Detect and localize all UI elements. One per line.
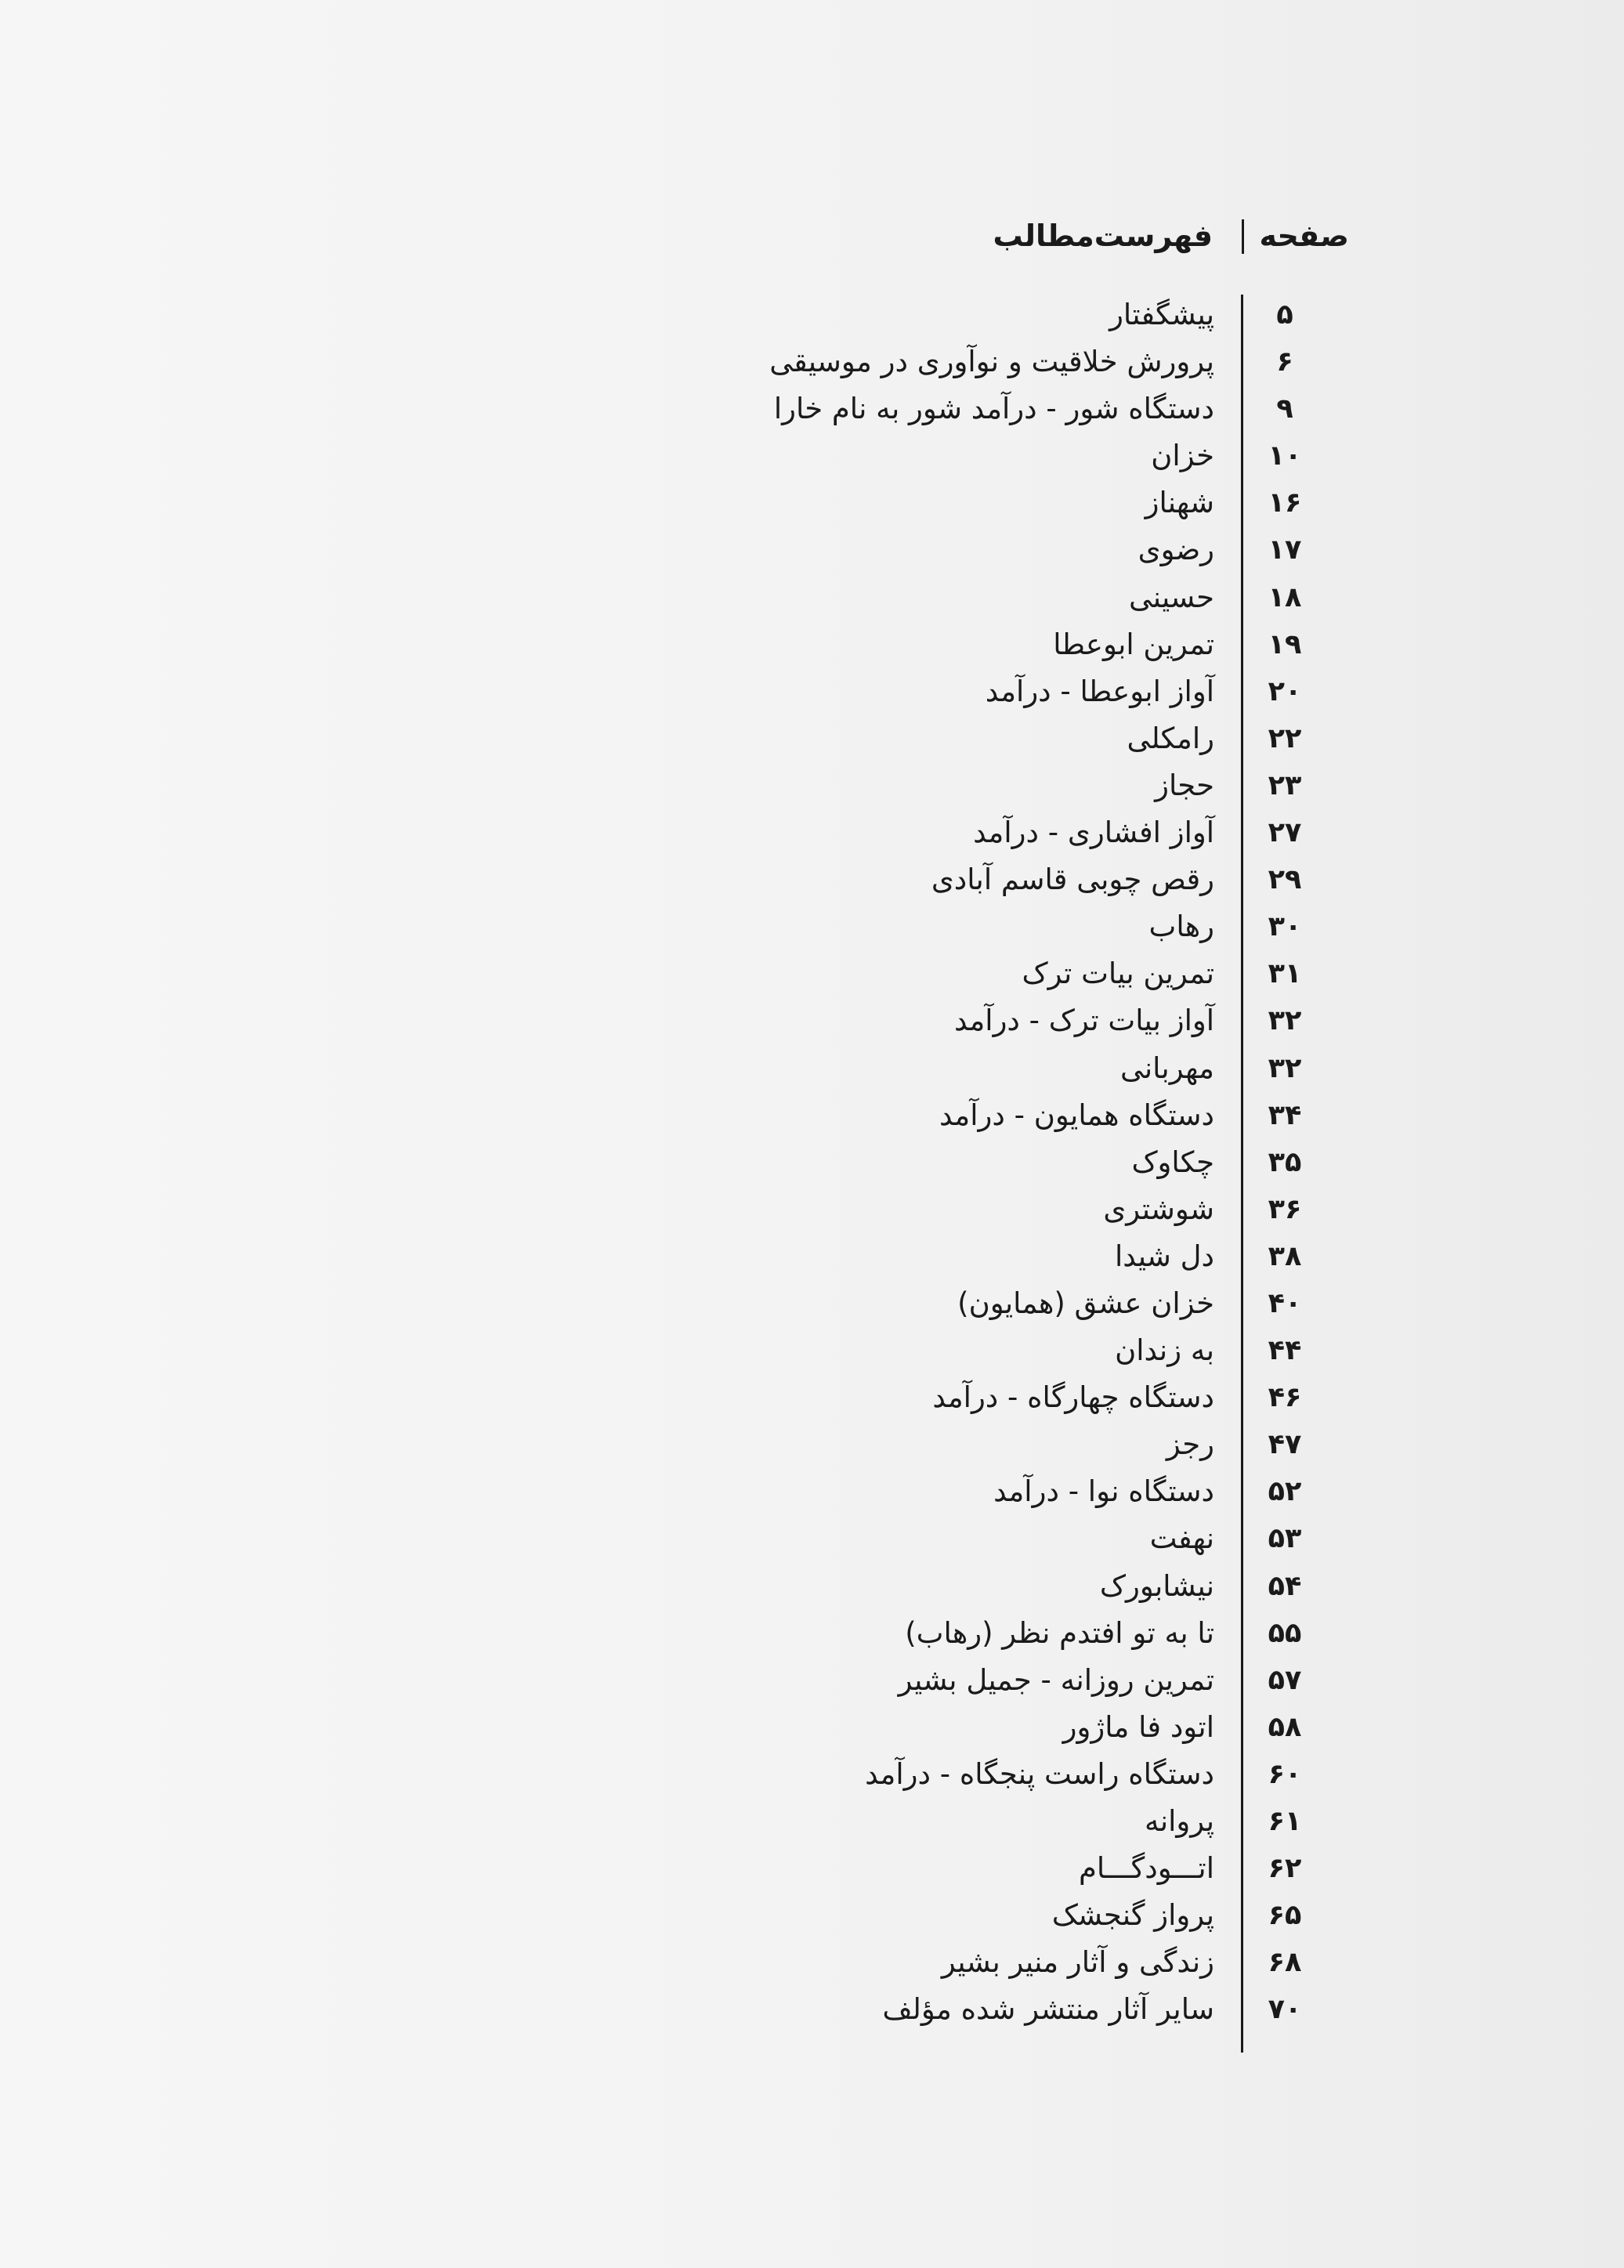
toc-entry-page-number: ۴۶	[1268, 1382, 1302, 1414]
toc-entry-title: پرواز گنجشک	[1051, 1898, 1214, 1933]
toc-entry-title: اتود فا ماژور	[1062, 1709, 1214, 1744]
toc-entry-title: رجز	[1166, 1427, 1214, 1462]
toc-entry	[705, 1939, 1316, 1986]
toc-entry-title: حجاز	[1155, 768, 1214, 802]
toc-title: فهرست‌مطالب	[993, 219, 1213, 253]
toc-entry	[705, 479, 1316, 526]
toc-entry-page-number: ۱۹	[1268, 628, 1302, 660]
toc-entry-title: زندگی و آثار منیر بشیر	[941, 1945, 1214, 1980]
toc-entry-page-number: ۲۰	[1268, 675, 1302, 707]
toc-entry-page-number: ۲۷	[1268, 817, 1302, 849]
toc-entry-title: تمرین بیات ترک	[1022, 957, 1214, 991]
toc-entry	[705, 715, 1316, 762]
toc-entry	[705, 1751, 1316, 1798]
toc-entry	[705, 1845, 1316, 1892]
toc-entry-title: رقص چوبی قاسم آبادی	[931, 863, 1214, 897]
toc-entry-page-number: ۴۷	[1268, 1429, 1302, 1461]
toc-entry-title: آواز بیات ترک - درآمد	[954, 1004, 1214, 1038]
toc-entry	[705, 1233, 1316, 1280]
toc-entry-title: آواز ابوعطا - درآمد	[985, 674, 1214, 708]
toc-entry	[705, 809, 1316, 856]
toc-entry-title: دل شیدا	[1115, 1239, 1214, 1273]
toc-entry-page-number: ۱۰	[1268, 440, 1302, 472]
toc-entry-title: سایر آثار منتشر شده مؤلف	[882, 1992, 1214, 2027]
toc-entry-page-number: ۴۰	[1268, 1287, 1302, 1319]
toc-entry-page-number: ۶	[1276, 346, 1293, 378]
toc-entry	[705, 1421, 1316, 1468]
toc-entry-title: به زندان	[1115, 1333, 1214, 1368]
toc-entry-title: شوشتری	[1103, 1192, 1214, 1226]
toc-entry-title: پیشگفتار	[1109, 298, 1214, 331]
toc-entry	[705, 1139, 1316, 1186]
toc-entry-page-number: ۵۲	[1268, 1476, 1302, 1508]
toc-entry-title: تمرین ابوعطا	[1053, 627, 1214, 661]
toc-entry	[705, 526, 1316, 573]
toc-entry-page-number: ۳۲	[1268, 1052, 1302, 1084]
toc-entry-page-number: ۶۲	[1268, 1853, 1302, 1885]
toc-entry	[705, 1610, 1316, 1657]
toc-entry	[705, 432, 1316, 479]
toc-entry-title: خزان عشق (همایون)	[957, 1286, 1214, 1320]
toc-entry-title: دستگاه نوا - درآمد	[993, 1474, 1214, 1509]
toc-entry-page-number: ۳۲	[1268, 1005, 1302, 1037]
toc-entry	[705, 1092, 1316, 1139]
toc-entry-title: چکاوک	[1131, 1145, 1214, 1179]
toc-entry-page-number: ۴۴	[1268, 1335, 1302, 1367]
toc-entry	[705, 1563, 1316, 1610]
toc-entry-title: شهناز	[1145, 486, 1214, 520]
toc-entry-title: رهاب	[1148, 910, 1214, 944]
toc-entry	[705, 385, 1316, 432]
toc-entry-page-number: ۳۶	[1268, 1193, 1302, 1225]
toc-entry-title: پرورش خلاقیت و نوآوری در موسیقی	[769, 345, 1214, 379]
toc-entry-title: دستگاه راست پنجگاه - درآمد	[865, 1756, 1214, 1791]
toc-entry-title: نهفت	[1149, 1521, 1214, 1556]
toc-entry	[705, 1468, 1316, 1515]
toc-entry-page-number: ۵۳	[1268, 1523, 1302, 1555]
page-column-heading: صفحه	[1259, 219, 1349, 253]
toc-entry	[705, 621, 1316, 668]
toc-entry-page-number: ۱۷	[1268, 534, 1302, 566]
toc-entry	[705, 1280, 1316, 1327]
toc-entry-page-number: ۵۵	[1268, 1617, 1302, 1649]
toc-entry-page-number: ۵	[1276, 299, 1293, 331]
toc-entry-title: تمرین روزانه - جمیل بشیر	[898, 1662, 1214, 1697]
toc-entry-page-number: ۳۴	[1268, 1099, 1302, 1131]
toc-entry	[705, 856, 1316, 903]
toc-entry-page-number: ۳۰	[1268, 911, 1302, 943]
toc-entry	[705, 950, 1316, 997]
toc-entry	[705, 903, 1316, 950]
toc-entry	[705, 1327, 1316, 1374]
toc-entry	[705, 1186, 1316, 1233]
toc-entry	[705, 1798, 1316, 1845]
toc-entry-title: حسینی	[1128, 580, 1214, 614]
toc-entry-title: دستگاه چهارگاه - درآمد	[932, 1380, 1214, 1415]
toc-entry-page-number: ۹	[1276, 393, 1293, 425]
toc-entry-page-number: ۶۸	[1268, 1947, 1302, 1979]
toc-entry	[705, 1892, 1316, 1939]
toc-entry	[705, 338, 1316, 385]
toc-entry-title: نیشابورک	[1099, 1568, 1214, 1603]
toc-entry-title: پروانه	[1145, 1804, 1214, 1838]
toc-entry	[705, 291, 1316, 338]
toc-entry-page-number: ۲۲	[1268, 722, 1302, 754]
header-separator	[1242, 219, 1244, 254]
toc-entry-title: خزان	[1151, 439, 1214, 473]
toc-entry-page-number: ۳۱	[1268, 958, 1302, 990]
toc-entry	[705, 1657, 1316, 1704]
toc-entry-page-number: ۲۳	[1268, 769, 1302, 801]
toc-entry	[705, 574, 1316, 621]
toc-entry-title: اتـــودگـــام	[1078, 1851, 1214, 1886]
toc-entry-title: رامکلی	[1127, 721, 1214, 755]
toc-entry-page-number: ۶۱	[1268, 1806, 1302, 1837]
toc-entry-page-number: ۶۵	[1268, 1900, 1302, 1932]
toc-entry-page-number: ۵۴	[1268, 1570, 1302, 1602]
toc-entry	[705, 1045, 1316, 1092]
toc-entry-page-number: ۵۷	[1268, 1664, 1302, 1696]
toc-header	[993, 208, 1363, 263]
toc-entry-page-number: ۶۰	[1268, 1758, 1302, 1790]
table-of-contents	[705, 291, 1316, 2033]
toc-entry-page-number: ۷۰	[1268, 1994, 1302, 2026]
toc-entry	[705, 762, 1316, 809]
toc-entry	[705, 1704, 1316, 1751]
toc-entry-title: رضوی	[1138, 533, 1214, 567]
toc-entry	[705, 1986, 1316, 2033]
toc-entry-page-number: ۲۹	[1268, 864, 1302, 896]
toc-entry	[705, 997, 1316, 1044]
toc-entry-page-number: ۵۸	[1268, 1711, 1302, 1743]
toc-entry	[705, 668, 1316, 715]
toc-entry-title: دستگاه شور - درآمد شور به نام خارا	[773, 392, 1214, 426]
toc-entry	[705, 1374, 1316, 1421]
toc-entry-title: تا به تو افتدم نظر (رهاب)	[905, 1615, 1214, 1650]
toc-entry-page-number: ۱۶	[1268, 487, 1302, 519]
toc-entry-title: دستگاه همایون - درآمد	[939, 1098, 1214, 1132]
toc-entry-page-number: ۳۵	[1268, 1146, 1302, 1178]
toc-entry	[705, 1515, 1316, 1562]
toc-entry-title: مهربانی	[1120, 1051, 1214, 1085]
toc-entry-page-number: ۱۸	[1268, 581, 1302, 613]
toc-entry-page-number: ۳۸	[1268, 1240, 1302, 1272]
toc-entry-title: آواز افشاری - درآمد	[973, 816, 1214, 850]
